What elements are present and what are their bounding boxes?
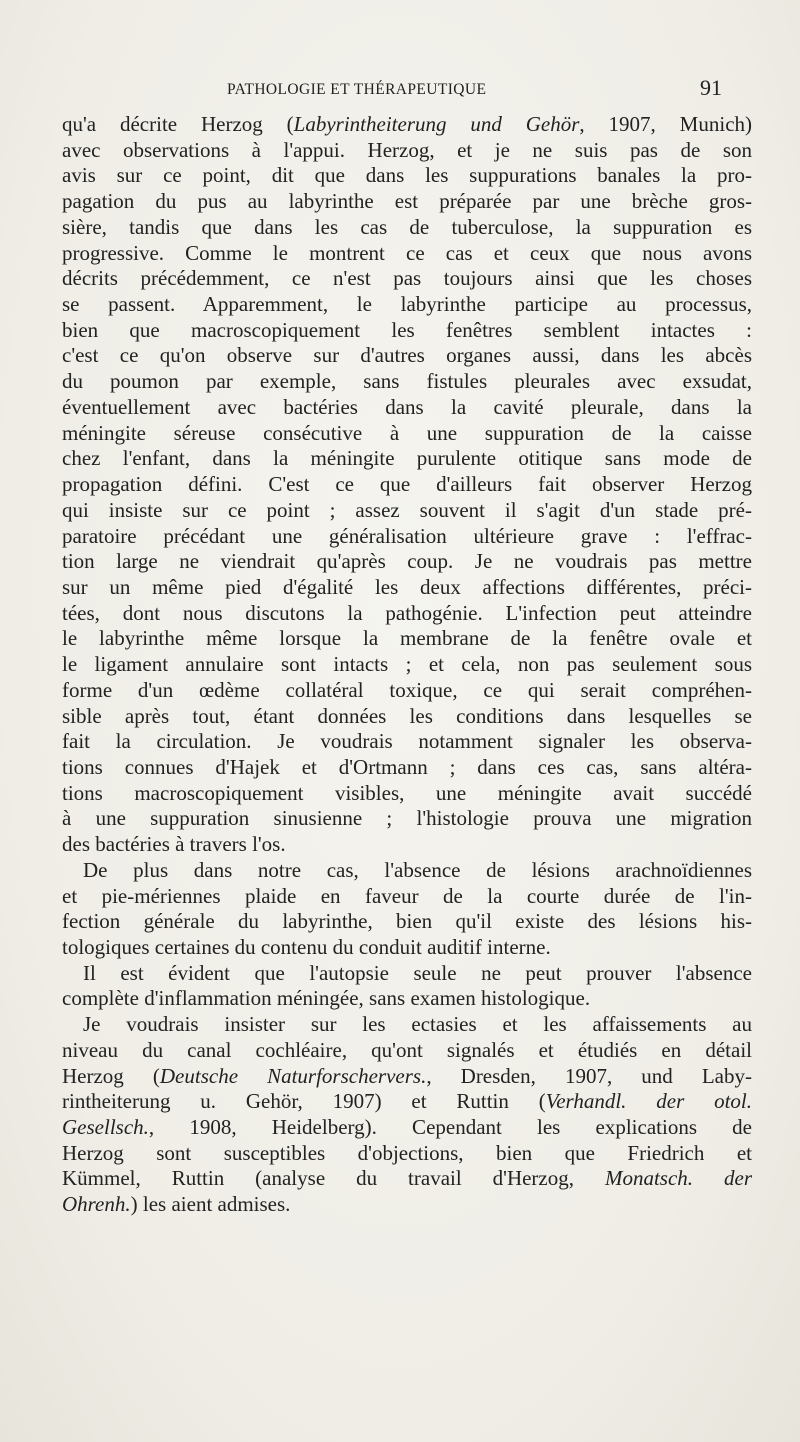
text-segment: et pie-mériennes plaide en faveur de la courte durée de l'in-: [62, 883, 752, 908]
text-line: [62, 292, 752, 318]
page-number: 91: [700, 75, 722, 100]
text-line: [62, 138, 752, 164]
body-text: [62, 112, 752, 1218]
text-segment: paratoire précédant une généralisation ultérieure grave : l'effrac-: [62, 523, 752, 548]
text-segment: Je voudrais insister sur les ectasies et les affaissements au: [83, 1012, 752, 1037]
text-line: [62, 112, 752, 138]
text-segment: Kümmel, Ruttin (analyse du travail d'Herzog,: [62, 1166, 605, 1191]
text-segment: avis sur ce point, dit que dans les suppurations banales la pro-: [62, 163, 752, 188]
text-line: [62, 1192, 752, 1218]
text-segment: tées, dont nous discutons la pathogénie. L'infection peut atteindre: [62, 600, 752, 625]
text-segment: complète d'inflammation méningée, sans examen histologique.: [62, 986, 591, 1011]
text-segment: tions connues d'Hajek et d'Ortmann ; dans ces cas, sans altéra-: [62, 754, 752, 779]
text-line: [62, 1064, 752, 1090]
italic-citation: Ohrenh.: [62, 1192, 131, 1217]
text-segment: sur un même pied d'égalité les deux affections différentes, préci-: [62, 574, 752, 599]
text-segment: niveau du canal cochléaire, qu'ont signalés et étudiés en détail: [62, 1037, 752, 1062]
text-segment: progressive. Comme le montrent ce cas et ceux que nous avons: [62, 240, 752, 265]
text-line: [62, 241, 752, 267]
text-segment: décrits précédemment, ce n'est pas toujours ainsi que les choses: [62, 266, 752, 291]
text-segment: forme d'un œdème collatéral toxique, ce qui serait compréhen-: [62, 677, 752, 702]
text-line: [62, 986, 752, 1012]
text-segment: avec observations à l'appui. Herzog, et je ne suis pas de son: [62, 137, 752, 162]
text-segment: c'est ce qu'on observe sur d'autres organes aussi, dans les abcès: [62, 343, 752, 368]
text-line: [62, 343, 752, 369]
text-line: [62, 884, 752, 910]
text-line: [62, 961, 752, 987]
text-line: [62, 421, 752, 447]
text-line: [62, 163, 752, 189]
text-line: [62, 189, 752, 215]
italic-citation: Monatsch. der: [604, 1166, 752, 1191]
text-line: [62, 549, 752, 575]
text-line: [62, 446, 752, 472]
text-line: [62, 1115, 752, 1141]
text-segment: du poumon par exemple, sans fistules pleurales avec exsudat,: [62, 369, 752, 394]
text-line: [62, 369, 752, 395]
text-line: [62, 1166, 752, 1192]
text-line: [62, 781, 752, 807]
text-segment: chez l'enfant, dans la méningite purulente otitique sans mode de: [62, 446, 752, 471]
text-line: [62, 395, 752, 421]
text-line: [62, 472, 752, 498]
text-line: [62, 626, 752, 652]
text-segment: , Dresden, 1907, und Laby-: [426, 1063, 752, 1088]
text-segment: des bactéries à travers l'os.: [62, 832, 286, 857]
italic-citation: Gesellsch.: [62, 1115, 149, 1140]
text-line: [62, 601, 752, 627]
text-segment: qu'a décrite Herzog (: [62, 112, 294, 136]
text-segment: à une suppuration sinusienne ; l'histologie prouva une migration: [62, 806, 752, 831]
running-head: PATHOLOGIE ET THÉRAPEUTIQUE: [227, 81, 487, 98]
text-segment: se passent. Apparemment, le labyrinthe participe au processus,: [62, 292, 752, 317]
text-segment: tions macroscopiquement visibles, une méningite avait succédé: [62, 780, 752, 805]
text-segment: tologiques certaines du contenu du conduit auditif interne.: [62, 935, 551, 959]
text-segment: bien que macroscopiquement les fenêtres semblent intactes :: [62, 317, 752, 342]
text-segment: qui insiste sur ce point ; assez souvent il s'agit d'un stade pré-: [62, 497, 752, 522]
text-line: [62, 806, 752, 832]
italic-citation: Verhandl. der otol.: [545, 1089, 752, 1114]
text-segment: , 1908, Heidelberg). Cependant les explications de: [148, 1115, 752, 1140]
text-line: [62, 524, 752, 550]
text-segment: De plus dans notre cas, l'absence de lésions arachnoïdiennes: [83, 857, 752, 882]
text-line: [62, 575, 752, 601]
text-segment: fection générale du labyrinthe, bien qu'il existe des lésions his-: [62, 909, 752, 934]
text-line: [62, 266, 752, 292]
text-segment: le labyrinthe même lorsque la membrane de la fenêtre ovale et: [62, 626, 752, 651]
text-segment: fait la circulation. Je voudrais notamment signaler les observa-: [62, 729, 752, 754]
text-segment: Herzog sont susceptibles d'objections, bien que Friedrich et: [62, 1140, 752, 1165]
italic-citation: Labyrintheiterung und Gehör: [293, 112, 580, 136]
text-line: [62, 755, 752, 781]
text-segment: rintheiterung u. Gehör, 1907) et Ruttin (: [62, 1089, 546, 1114]
text-line: [62, 935, 752, 961]
text-segment: éventuellement avec bactéries dans la cavité pleurale, dans la: [62, 394, 752, 419]
text-segment: Herzog (: [62, 1063, 160, 1088]
text-segment: , 1907, Munich): [579, 112, 753, 136]
text-line: [62, 729, 752, 755]
text-line: [62, 215, 752, 241]
text-line: [62, 652, 752, 678]
text-segment: tion large ne viendrait qu'après coup. Je ne voudrais pas mettre: [62, 549, 752, 574]
text-line: [62, 498, 752, 524]
italic-citation: Deutsche Naturforschervers.: [159, 1063, 427, 1088]
text-segment: le ligament annulaire sont intacts ; et cela, non pas seulement sous: [62, 652, 752, 677]
text-line: [62, 1038, 752, 1064]
text-segment: ) les aient admises.: [130, 1192, 291, 1217]
text-segment: Il est évident que l'autopsie seule ne peut prouver l'absence: [83, 960, 752, 985]
text-segment: sible après tout, étant données les conditions dans lesquelles se: [62, 703, 752, 728]
text-line: [62, 704, 752, 730]
text-line: [62, 1012, 752, 1038]
text-line: [62, 832, 752, 858]
text-line: [62, 909, 752, 935]
text-segment: pagation du pus au labyrinthe est préparée par une brèche gros-: [62, 189, 752, 214]
page-header: [0, 77, 800, 101]
text-line: [62, 318, 752, 344]
text-segment: sière, tandis que dans les cas de tuberculose, la suppuration es: [62, 214, 752, 239]
text-segment: méningite séreuse consécutive à une suppuration de la caisse: [62, 420, 752, 445]
text-line: [62, 1141, 752, 1167]
text-line: [62, 1089, 752, 1115]
text-line: [62, 858, 752, 884]
text-segment: propagation défini. C'est ce que d'ailleurs fait observer Herzog: [62, 472, 752, 497]
text-line: [62, 678, 752, 704]
